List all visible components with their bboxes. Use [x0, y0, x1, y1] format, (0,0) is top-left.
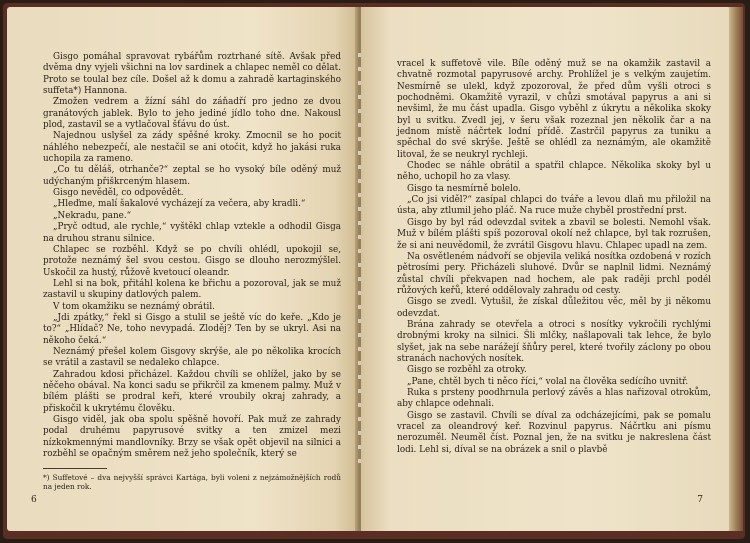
- right-paragraph: Brána zahrady se otevřela a otroci s nosítky vykročili rychlými drobnými kroky na silnici. Šli mlčky, našlapovali tak lehce, že bylo slyšet, jak na sebe narážejí šňůry perel, které tvořily záclony po obou stranách nachových nosítek.: [397, 319, 711, 364]
- left-paragraph: Lehl si na bok, přitáhl kolena ke břichu a pozoroval, jak se muž zastavil u skupiny datlových palem.: [43, 278, 341, 301]
- book-spread: [3, 3, 745, 539]
- left-paragraph: Gisgo nevěděl, co odpovědět.: [53, 188, 184, 199]
- right-paragraph: „Pane, chtěl bych ti něco říci,“ volal na člověka sedícího uvnitř.: [407, 376, 689, 387]
- left-paragraph: Gisgo viděl, jak oba spolu spěšně hovoří. Pak muž ze zahrady podal druhému papyrusové svitky a ten zmizel mezi nízkokmennými mandlovníky. Brzy se však opět objevil na silnici a rozběhl se opačným směrem než jeho společník, který se: [43, 415, 341, 460]
- right-paragraph: Ruka s prsteny poodhrnula perlový závěs a hlas nařizoval otrokům, aby chlapce odehnali.: [397, 387, 711, 410]
- footnote: *) Suffetové – dva nejvyšší správci Kartága, byli voleni z nejzámožnějších rodů na jeden rok.: [43, 473, 341, 492]
- left-paragraph: „Co tu děláš, otrhanče?“ zeptal se ho vysoký bíle oděný muž udýchaným přiškrceným hlasem.: [43, 165, 341, 187]
- left-paragraph: „Pryč odtud, ale rychle,“ vyštěkl chlap vztekle a odhodil Gisga na druhou stranu silnice.: [43, 222, 341, 244]
- page-number-left: 6: [31, 495, 37, 505]
- right-paragraph: Na osvětleném nádvoří se objevila veliká nosítka ozdobená v rozích pětrosími pery. Přicházeli sluhové. Dvůr se naplnil lidmi. Neznámý zůstal chvíli překvapen nad hochem, ale pak raději prchl podél růžových keřů, které oddělovaly zahradu od cesty.: [397, 251, 711, 296]
- right-page-text: [397, 59, 711, 456]
- right-paragraph: Gisgo by byl rád odevzdal svitek a zbavil se bolesti. Nemohl však. Muž v bílém plášti spíš pozoroval okolí než chlapce, byl tak rozrušen, že si ani neuvědomil, že zvrátil Gisgovu hlavu. Chlapec upadl na zem.: [397, 217, 711, 251]
- page-edges: [729, 7, 743, 531]
- left-page: [7, 7, 359, 531]
- right-paragraph: Gisgo ta nesmírně bolelo.: [407, 183, 521, 194]
- right-paragraph: Gisgo se zvedl. Vytušil, že získal důležitou věc, měl by ji někomu odevzdat.: [397, 297, 711, 319]
- left-paragraph: Najednou uslyšel za zády spěšné kroky. Zmocnil se ho pocit náhlého nebezpečí, ale nestačil se ani otočit, když ho jakási ruka uchopila za rameno.: [43, 131, 341, 165]
- left-paragraph: Neznámý přešel kolem Gisgovy skrýše, ale po několika krocích se vrátil a zastavil se nedaleko chlapce.: [43, 346, 341, 369]
- left-page-text: [43, 52, 341, 460]
- left-paragraph: Zahradou kdosi přicházel. Každou chvíli se ohlížel, jako by se něčeho obával. Na konci sadu se přikrčil za kmenem palmy. Muž v bílém plášti se prodral keři, které vroubily okraj zahrady, a přiskočil k ukrytému člověku.: [43, 369, 341, 414]
- right-paragraph: „Co jsi viděl?“ zasípal chlapci do tváře a levou dlaň mu přiložil na ústa, aby ztlumil jeho pláč. Na ruce muže chyběl prostřední prst.: [397, 195, 711, 217]
- left-paragraph: V tom okamžiku se neznámý obrátil.: [53, 301, 215, 312]
- right-page: [361, 7, 731, 531]
- left-paragraph: Gisgo pomáhal spravovat rybářům roztrhané sítě. Avšak před dvěma dny vyjeli všichni na lov sardinek a chlapec neměl co dělat. Proto se toulal bez cíle. Došel až k domu a zahradě kartaginského suffeta*) Hannona.: [43, 52, 341, 97]
- left-paragraph: „Jdi zpátky,“ řekl si Gisgo a stulil se ještě víc do keře. „Kdo je to?“ „Hlídač? Ne, toho nevypadá. Zloděj? Ten by se ukryl. Asi na někoho čeká.“: [43, 312, 341, 346]
- right-paragraph: vracel k suffetově vile. Bíle oděný muž se na okamžik zastavil a chvatně rozmotal papyrusové archy. Prohlížel je s velkým zaujetím. Nesmírně se ulekl, když zpozoroval, že před dům vyšli otroci s pochodněmi. Okamžitě vyrazil, v chůzi smotával papyrus a ani si nevšiml, že mu část upadla. Gisgo vyběhl z úkrytu a několika skoky byl u svitku. Zvedl jej, v šeru však rozeznal jen několik čar a na jednom místě náčrtek lodní přídě. Zastrčil papyrus za tuniku a spěchal do své skrýše. Ještě se ohlédl za neznámým, ale okamžitě litoval, že se neukryl rychleji.: [397, 59, 711, 160]
- footnote-rule: [43, 468, 107, 469]
- right-paragraph: Gisgo se zastavil. Chvíli se díval za odcházejícími, pak se pomalu vracel za oleandrový keř. Rozvinul papyrus. Náčrtku ani písmu nerozuměl. Neuměl číst. Poznal jen, že na svitku je nakreslena část lodi. Lehl si, díval se na obrázek a snil o plavbě: [397, 410, 711, 455]
- left-paragraph: Chlapec se rozběhl. Když se po chvíli ohlédl, upokojil se, protože neznámý šel svou cestou. Gisgo se dlouho nerozmýšlel. Uskočil za hustý, růžově kvetoucí oleandr.: [43, 244, 341, 278]
- right-paragraph: Gisgo se rozběhl za otroky.: [407, 365, 527, 376]
- left-paragraph: „Nekradu, pane.“: [53, 210, 132, 221]
- left-paragraph: „Hleďme, malí šakalové vycházejí za večera, aby kradli.“: [53, 199, 306, 210]
- left-paragraph: Zmožen vedrem a žízní sáhl do záňadří pro jedno ze dvou granátových jablek. Bylo to jeho jediné jídlo toho dne. Nakousl plod, zastavil se a vytlačoval šťávu do úst.: [43, 97, 341, 131]
- page-number-right: 7: [697, 495, 703, 505]
- right-paragraph: Chodec se náhle obrátil a spatřil chlapce. Několika skoky byl u něho, uchopil ho za vlasy.: [397, 161, 711, 183]
